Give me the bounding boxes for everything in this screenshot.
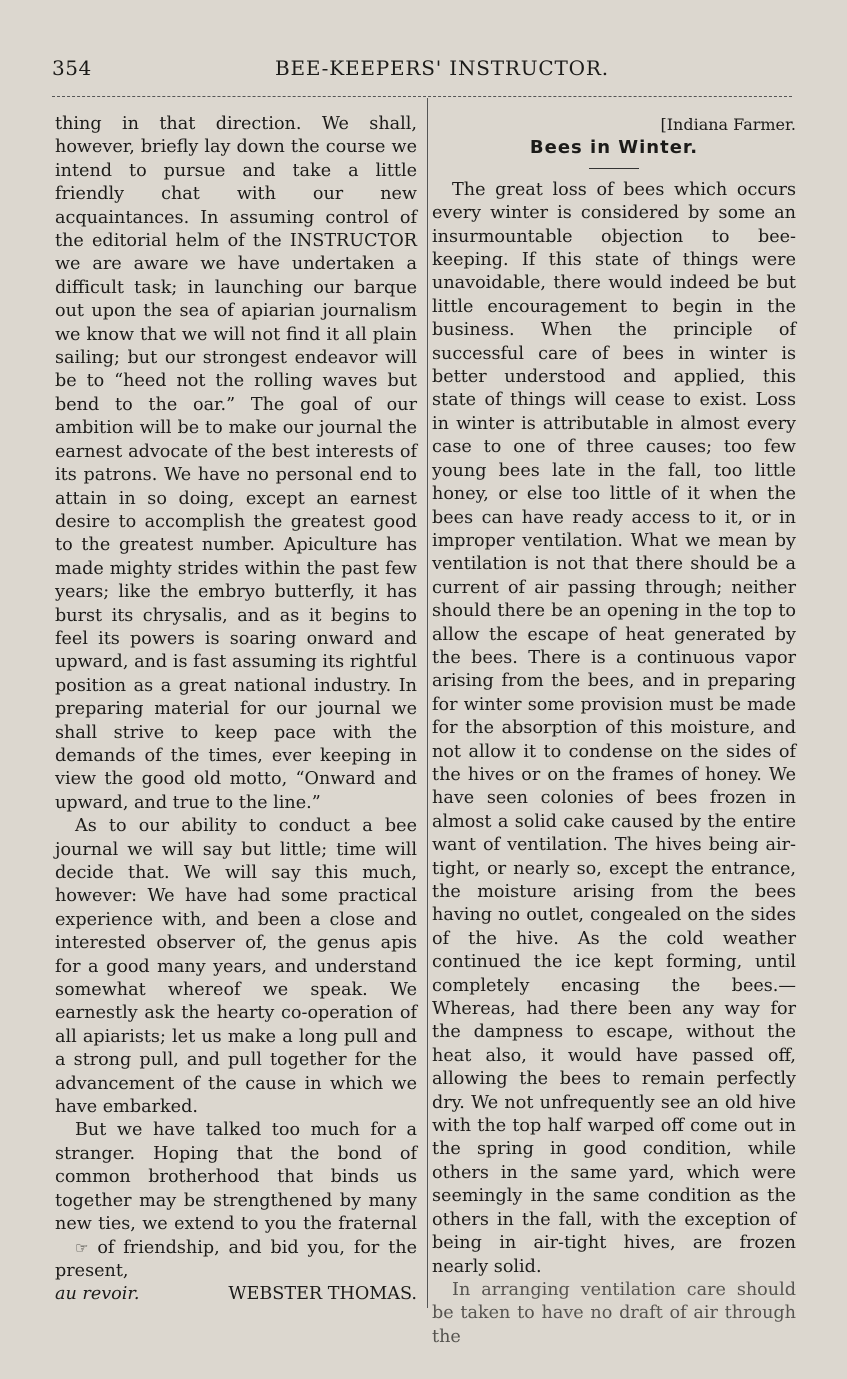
closing-text-start: But we have talked too much for a stranger. Hoping that the bond of common brotherhood that binds us together may be strengthened by many new ties, we extend to you the fraternal	[55, 1120, 417, 1235]
page-number: 354	[52, 56, 92, 80]
column-divider	[427, 98, 428, 1308]
closing-text-end: of friendship, and bid you, for the present,	[55, 1237, 418, 1281]
right-column	[432, 113, 796, 1349]
pointing-hand-icon: ☞	[75, 1238, 89, 1257]
right-paragraph-1: The great loss of bees which occurs every winter is considered by some an insurmountable objection to bee-keeping. If this state of things were unavoidable, there would indeed be but little encouragement to begin in the business. When the principle of successful care of bees in winter is better understood and applied, this state of things will cease to exist. Loss in winter is attributable in almost every case to one of three causes; too few young bees late in the fall, too little honey, or else too little of it when the bees can have ready access to it, or in improper ventilation. What we mean by ventilation is not that there should be a current of air passing through; neither should there be an opening in the top to allow the escape of heat generated by the bees. There is a continuous vapor arising from the bees, and in preparing for winter some provision must be made for the absorption of this moisture, and not allow it to condense on the sides of the hives or on the frames of honey. We have seen colonies of bees frozen in almost a solid cake caused by the entire want of ventilation. The hives being air-tight, or nearly so, except the entrance, the moisture arising from the bees having no outlet, congealed on the sides of the hive. As the cold weather continued the ice kept forming, until completely encasing the bees.—Whereas, had there been any way for the dampness to escape, without the heat also, it would have passed off, allowing the bees to remain perfectly dry. We not unfrequently see an old hive with the top half warped off come out in the spring in good condition, while others in the same yard, which were seemingly in the same condition as the others in the fall, with the exception of being in air-tight hives, are frozen nearly solid.	[432, 179, 796, 1277]
title-rule	[589, 168, 639, 169]
right-paragraph-2: In arranging ventilation care should be taken to have no draft of air through the	[432, 1279, 796, 1347]
source-attribution: [Indiana Farmer.	[660, 115, 796, 134]
left-column	[55, 113, 417, 1307]
signature-line	[55, 1283, 417, 1306]
left-paragraph-2: As to our ability to conduct a bee journal we will say but little; time will decide that. We will say this much, however: We have had some practical experience with, and been a close and interested observer of, the genus apis for a good many years, and understand somewhat whereof we speak. We earnestly ask the hearty co-operation of all apiarists; let us make a long pull and a strong pull, and pull together for the advancement of the cause in which we have embarked.	[55, 816, 417, 1118]
page-header	[0, 56, 847, 86]
left-paragraph-3	[55, 1119, 417, 1283]
header-rule	[52, 96, 792, 97]
running-head: BEE-KEEPERS' INSTRUCTOR.	[275, 56, 609, 80]
closing-italic: au revoir.	[55, 1284, 140, 1305]
article-title: Bees in Winter.	[529, 137, 699, 159]
left-paragraph-1: thing in that direction. We shall, however, briefly lay down the course we intend to pursue and take a little friendly chat with our new acquaintances. In assuming control of the editorial helm of the INSTRUCTOR we are aware we have undertaken a difficult task; in launching our barque out upon the sea of apiarian journalism we know that we will not find it all plain sailing; but our strongest endeavor will be to “heed not the rolling waves but bend to the oar.” The goal of our ambition will be to make our journal the earnest advocate of the best interests of its patrons. We have no personal end to attain in so doing, except an earnest desire to accomplish the greatest good to the greatest number. Apiculture has made mighty strides within the past few years; like the embryo butterfly, it has burst its chrysalis, and as it begins to feel its powers is soaring onward and upward, and is fast assuming its rightful position as a great national industry. In preparing material for our journal we shall strive to keep pace with the demands of the times, ever keeping in view the good old motto, “Onward and upward, and true to the line.”	[55, 114, 417, 813]
author-signature: WEBSTER THOMAS.	[228, 1284, 417, 1305]
